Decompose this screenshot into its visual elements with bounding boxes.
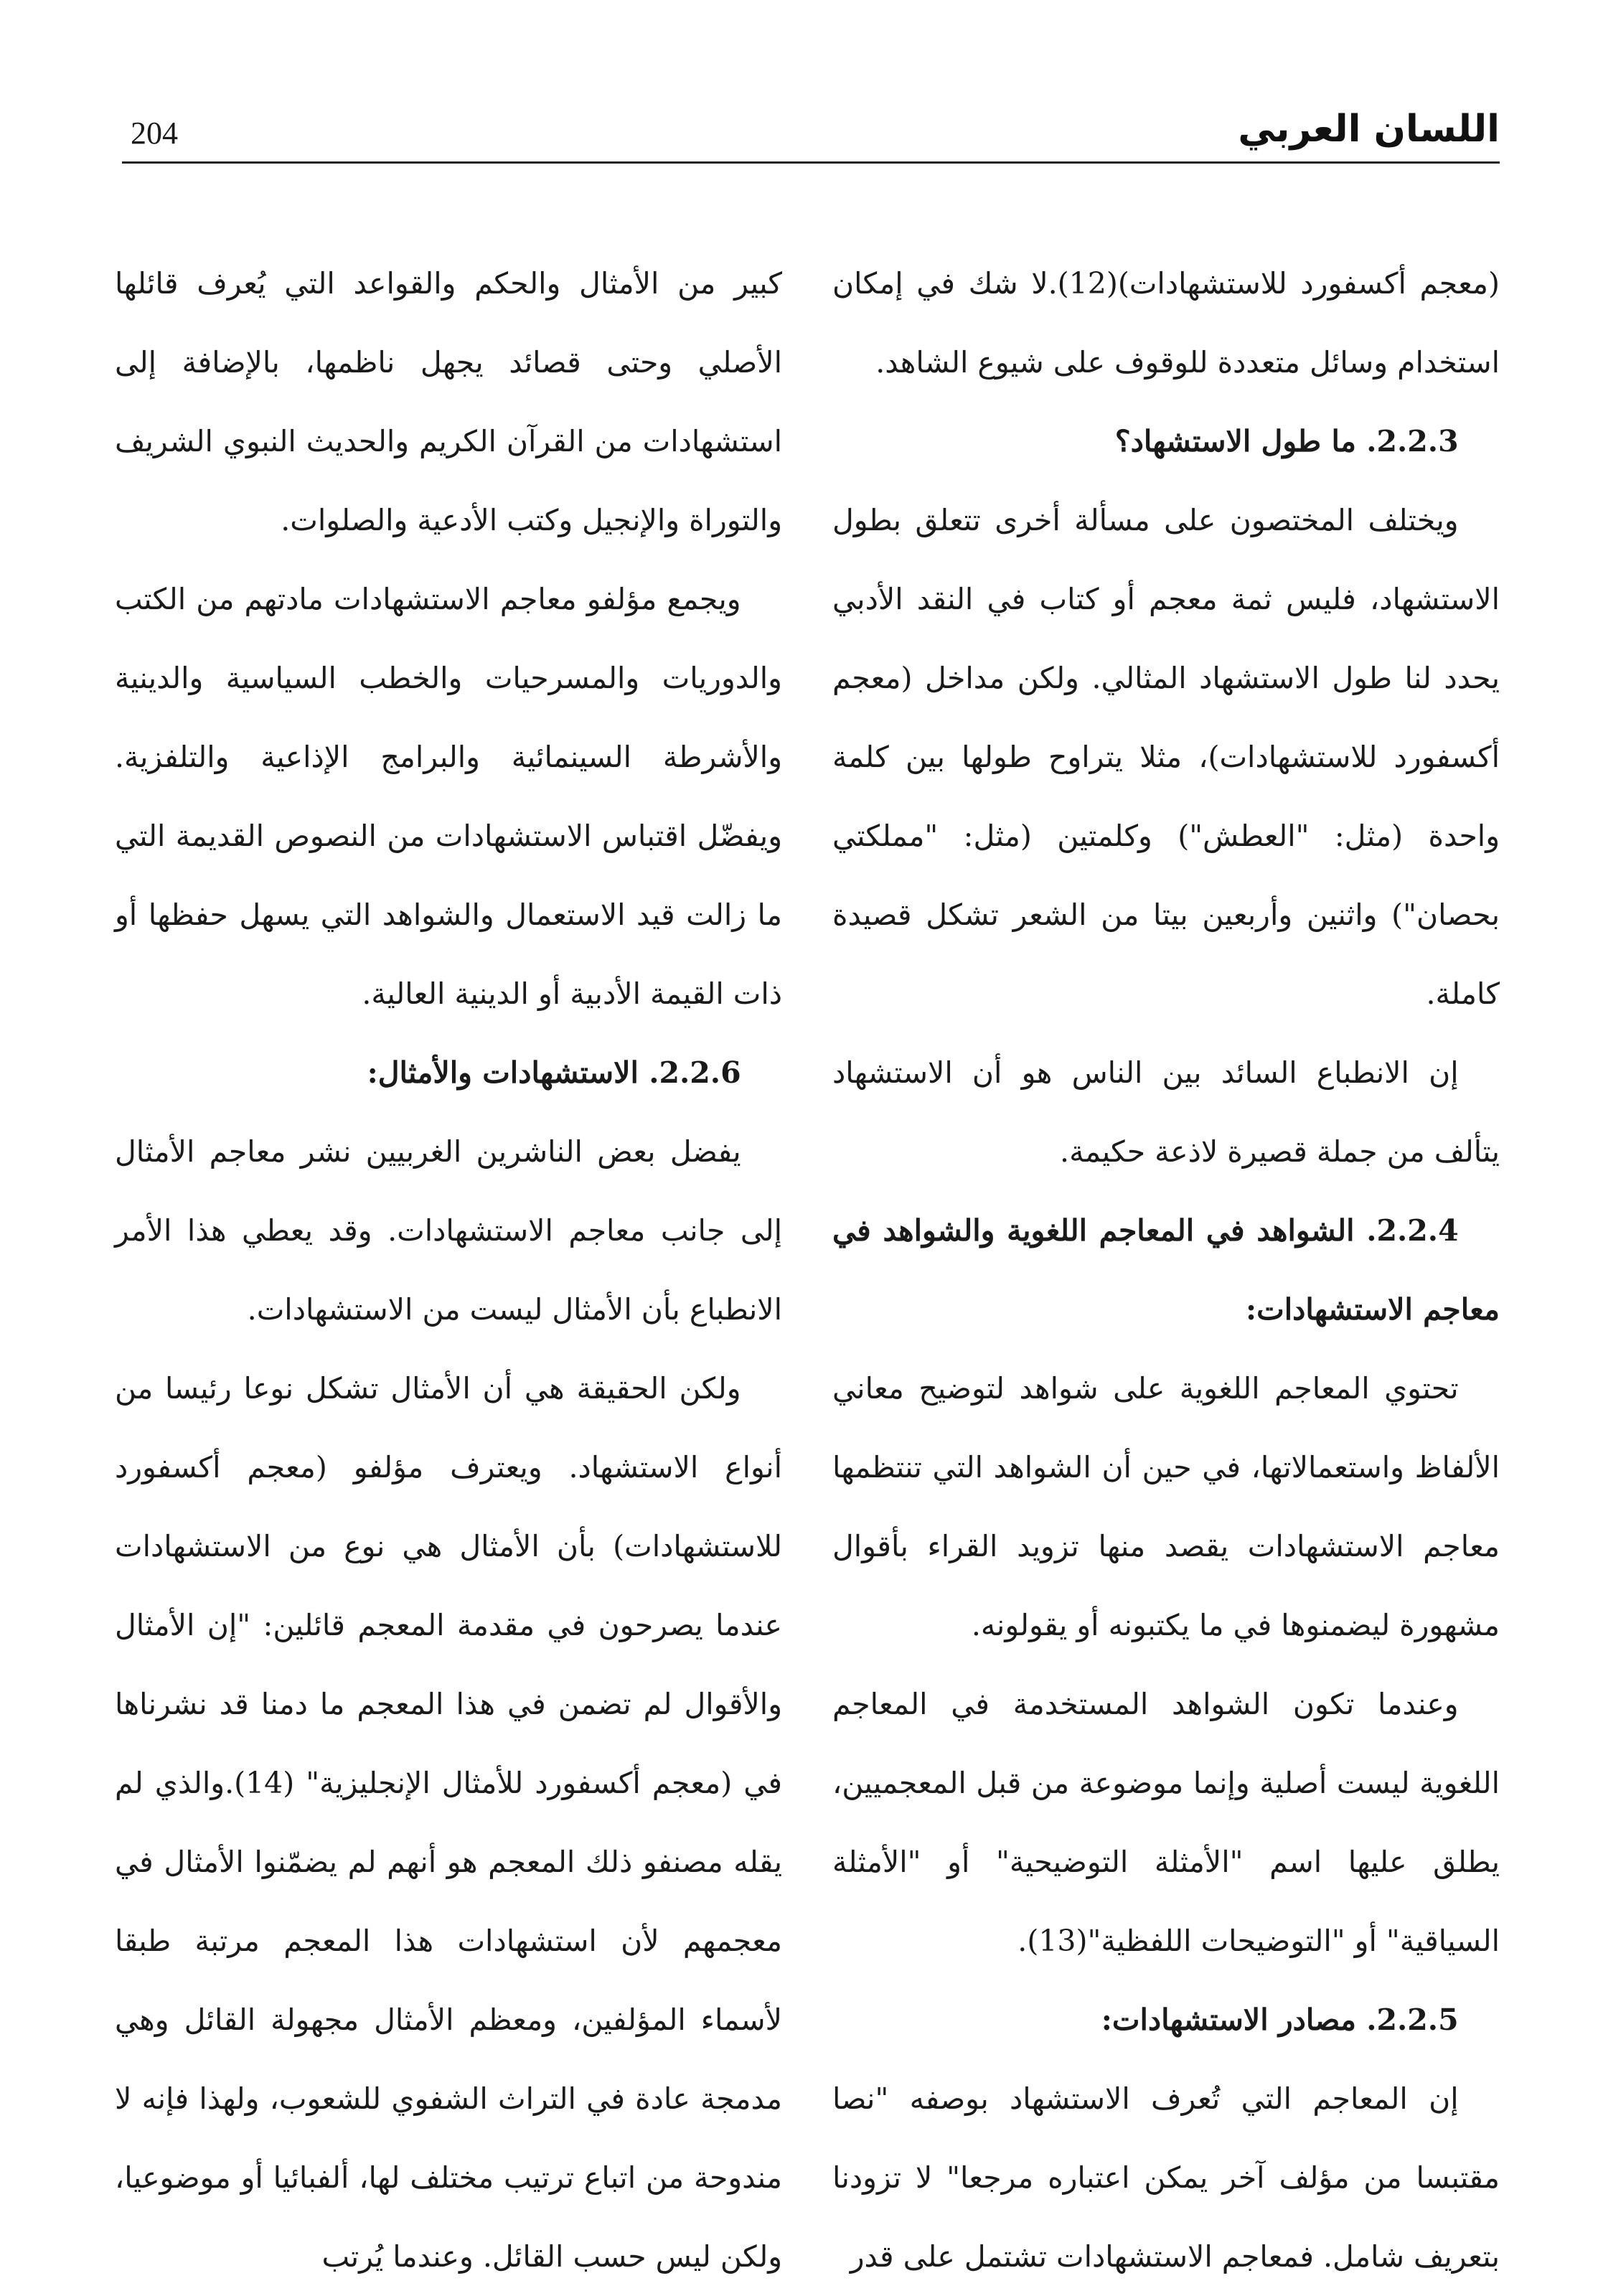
left-column xyxy=(115,244,782,2296)
paragraph: تحتوي المعاجم اللغوية على شواهد لتوضيح معاني الألفاظ واستعمالاتها، في حين أن الشواهد التي تنتظمها معاجم الاستشهادات يقصد منها تزويد القراء بأقوال مشهورة ليضمنوها في ما يكتبونه أو يقولونه. xyxy=(832,1371,1500,1642)
journal-title: اللسان العربي xyxy=(1238,108,1500,151)
section-heading: 2.2.4. الشواهد في المعاجم اللغوية والشواهد في معاجم الاستشهادات: xyxy=(832,1213,1500,1327)
page-number: 204 xyxy=(131,116,178,151)
paragraph: كبير من الأمثال والحكم والقواعد التي يُعرف قائلها الأصلي وحتى قصائد يجهل ناظمها، بالإضافة إلى استشهادات من القرآن الكريم والحديث النبوي الشريف والتوراة والإنجيل وكتب الأدعية والصلوات. xyxy=(115,266,782,537)
paragraph: وعندما تكون الشواهد المستخدمة في المعاجم اللغوية ليست أصلية وإنما موضوعة من قبل المعجميين، يطلق عليها اسم "الأمثلة التوضيحية" أو "الأمثلة السياقية" أو "التوضيحات اللفظية"(13). xyxy=(832,1687,1500,1958)
section-heading: 2.2.3. ما طول الاستشهاد؟ xyxy=(1114,424,1459,458)
paragraph: ويجمع مؤلفو معاجم الاستشهادات مادتهم من الكتب والدوريات والمسرحيات والخطب السياسية والدينية والأشرطة السينمائية والبرامج الإذاعية والتلفزية. ويفضّل اقتباس الاستشهادات من النصوص القديمة التي ما زالت قيد الاستعمال والشواهد التي يسهل حفظها أو ذات القيمة الأدبية أو الدينية العالية. xyxy=(115,582,782,1011)
paragraph: إن الانطباع السائد بين الناس هو أن الاستشهاد يتألف من جملة قصيرة لاذعة حكيمة. xyxy=(832,1055,1500,1169)
paragraph: يفضل بعض الناشرين الغربيين نشر معاجم الأمثال إلى جانب معاجم الاستشهادات. وقد يعطي هذا الأمر الانطباع بأن الأمثال ليست من الاستشهادات. xyxy=(115,1134,782,1327)
paragraph: (معجم أكسفورد للاستشهادات)(12).لا شك في إمكان استخدام وسائل متعددة للوقوف على شيوع الشاهد. xyxy=(832,266,1500,380)
paragraph: إن المعاجم التي تُعرف الاستشهاد بوصفه "نصا مقتبسا من مؤلف آخر يمكن اعتباره مرجعا" لا تزودنا بتعريف شامل. فمعاجم الاستشهادات تشتمل على قدر xyxy=(832,2081,1500,2274)
paragraph: ولكن الحقيقة هي أن الأمثال تشكل نوعا رئيسا من أنواع الاستشهاد. ويعترف مؤلفو (معجم أكسفورد للاستشهادات) بأن الأمثال هي نوع من الاستشهادات عندما يصرحون في مقدمة المعجم قائلين: "إن الأمثال والأقوال لم تضمن في هذا المعجم ما دمنا قد نشرناها في (معجم أكسفورد للأمثال الإنجليزية" (14).والذي لم يقله مصنفو ذلك المعجم هو أنهم لم يضمّنوا الأمثال في معجمهم لأن استشهادات هذا المعجم مرتبة طبقا لأسماء المؤلفين، ومعظم الأمثال مجهولة القائل وهي مدمجة عادة في التراث الشفوي للشعوب، ولهذا فإنه لا مندوحة من اتباع ترتيب مختلف لها، ألفبائيا أو موضوعيا، ولكن ليس حسب القائل. وعندما يُرتب xyxy=(115,1371,782,2274)
paragraph: ويختلف المختصون على مسألة أخرى تتعلق بطول الاستشهاد، فليس ثمة معجم أو كتاب في النقد الأدبي يحدد لنا طول الاستشهاد المثالي. ولكن مداخل (معجم أكسفورد للاستشهادات)، مثلا يتراوح طولها بين كلمة واحدة (مثل: "العطش") وكلمتين (مثل: "مملكتي بحصان") واثنين وأربعين بيتا من الشعر تشكل قصيدة كاملة. xyxy=(832,503,1500,1011)
right-column xyxy=(832,244,1500,2296)
section-heading: 2.2.6. الاستشهادات والأمثال: xyxy=(367,1055,741,1090)
section-heading: 2.2.5. مصادر الاستشهادات: xyxy=(1101,2003,1459,2037)
page-header xyxy=(122,108,1500,165)
header-divider xyxy=(122,161,1500,164)
